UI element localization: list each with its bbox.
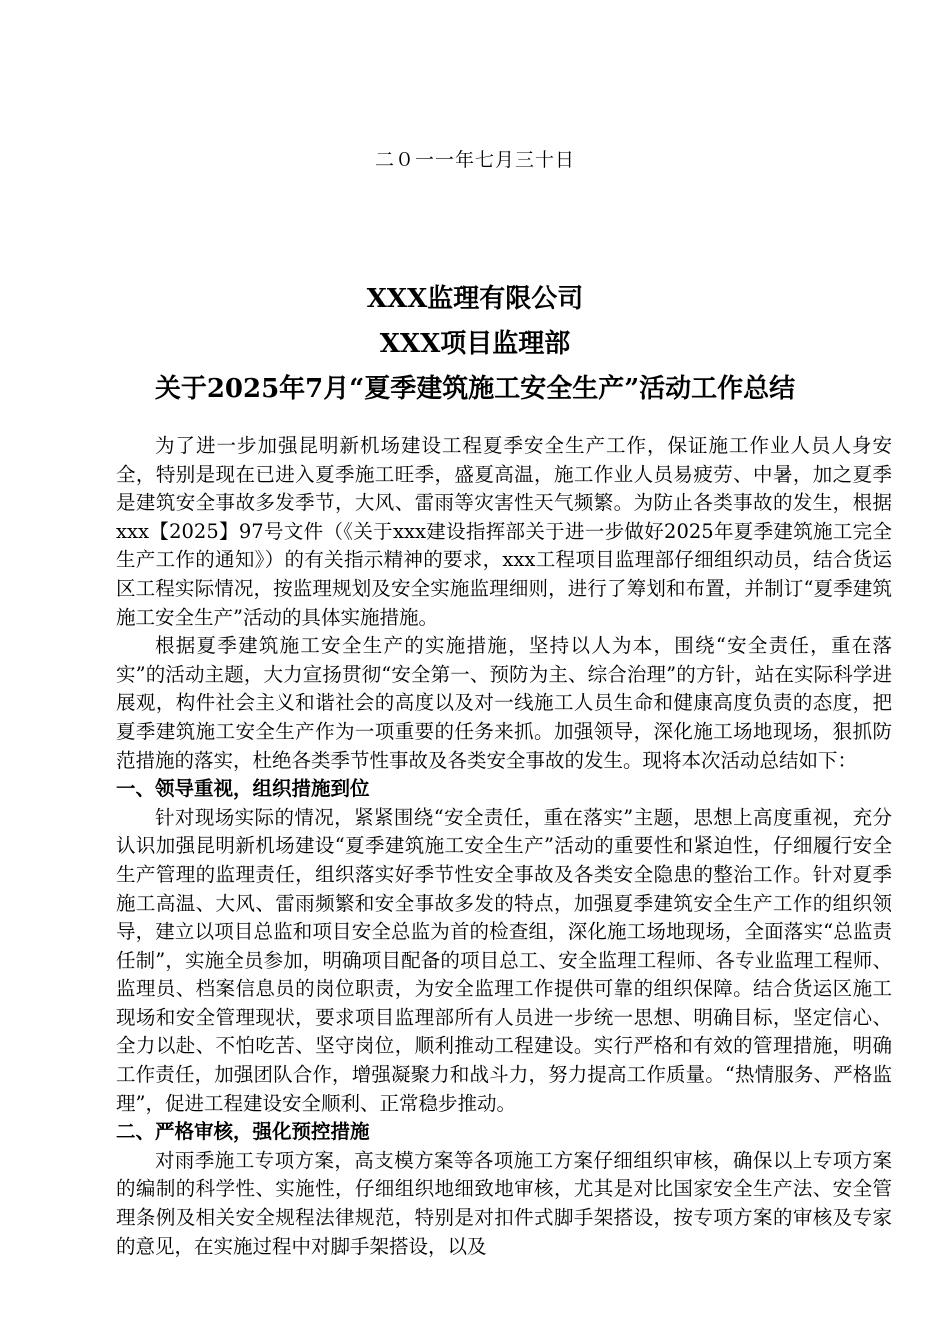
section-1-heading: 一、领导重视，组织措施到位 [116, 777, 370, 801]
title-main: 关于2025年7月“夏季建筑施工安全生产”活动工作总结 [154, 374, 796, 404]
document-date: 二０一一年七月三十日 [374, 149, 575, 171]
section-2-paragraph: 对雨季施工专项方案，高支模方案等各项施工方案仔细组织审核，确保以上专项方案的编制的科学性、实施性，仔细组织地细致地审核，尤其是对比国家安全生产法、安全管理条例及相关安全规程法律规范，特别是对扣件式脚手架搭设，按专项方案的审核及专家的意见，在实施过程中对脚手架搭设，以及 [116, 1148, 892, 1258]
intro-paragraph-1: 为了进一步加强昆明新机场建设工程夏季安全生产工作，保证施工作业人员人身安全，特别是现在已进入夏季施工旺季，盛夏高温，施工作业人员易疲劳、中暑，加之夏季是建筑安全事故多发季节，大风、雷雨等灾害性天气频繁。为防止各类事故的发生，根据xxx【2025】97号文件（《关于xxx建设指挥部关于进一步做好2025年夏季建筑施工完全生产工作的通知》）的有关指示精神的要求，xxx工程项目监理部仔细组织动员，结合货运区工程实际情况，按监理规划及安全实施监理细则，进行了筹划和布置，并制订“夏季建筑施工安全生产”活动的具体实施措施。 [116, 434, 892, 629]
title-company: XXX监理有限公司 [366, 284, 584, 314]
intro-paragraph-2: 根据夏季建筑施工安全生产的实施措施，坚持以人为本，围绕“安全责任，重在落实”的活动主题，大力宣扬贯彻“安全第一、预防为主、综合治理”的方针，站在实际科学进展观，构件社会主义和谐社会的高度以及对一线施工人员生命和健康高度负责的态度，把夏季建筑施工安全生产作为一项重要的任务来抓。加强领导，深化施工场地现场，狠抓防范措施的落实，杜绝各类季节性事故及各类安全事故的发生。现将本次活动总结如下： [116, 634, 892, 772]
title-department: XXX项目监理部 [379, 329, 571, 359]
section-1-paragraph: 针对现场实际的情况，紧紧围绕“安全责任，重在落实”主题，思想上高度重视，充分认识加强昆明新机场建设“夏季建筑施工安全生产”活动的重要性和紧迫性，仔细履行安全生产管理的监理责任，组织落实好季节性安全事故及各类安全隐患的整治工作。针对夏季施工高温、大风、雷雨频繁和安全事故多发的特点，加强夏季建筑安全生产工作的组织领导，建立以项目总监和项目安全总监为首的检查组，深化施工场地现场，全面落实“总监责任制”，实施全员参加，明确项目配备的项目总工、安全监理工程师、各专业监理工程师、监理员、档案信息员的岗位职责，为安全监理工作提供可靠的组织保障。结合货运区施工现场和安全管理现状，要求项目监理部所有人员进一步统一思想、明确目标，坚定信心、全力以赴、不怕吃苦、坚守岗位，顺利推动工程建设。实行严格和有效的管理措施，明确工作责任，加强团队合作，增强凝聚力和战斗力，努力提高工作质量。“热情服务、严格监理”，促进工程建设安全顺利、正常稳步推动。 [116, 805, 892, 1115]
document-title-block [0, 277, 950, 412]
document-body [116, 432, 892, 1261]
section-2-heading: 二、严格审核，强化预控措施 [116, 1120, 370, 1144]
